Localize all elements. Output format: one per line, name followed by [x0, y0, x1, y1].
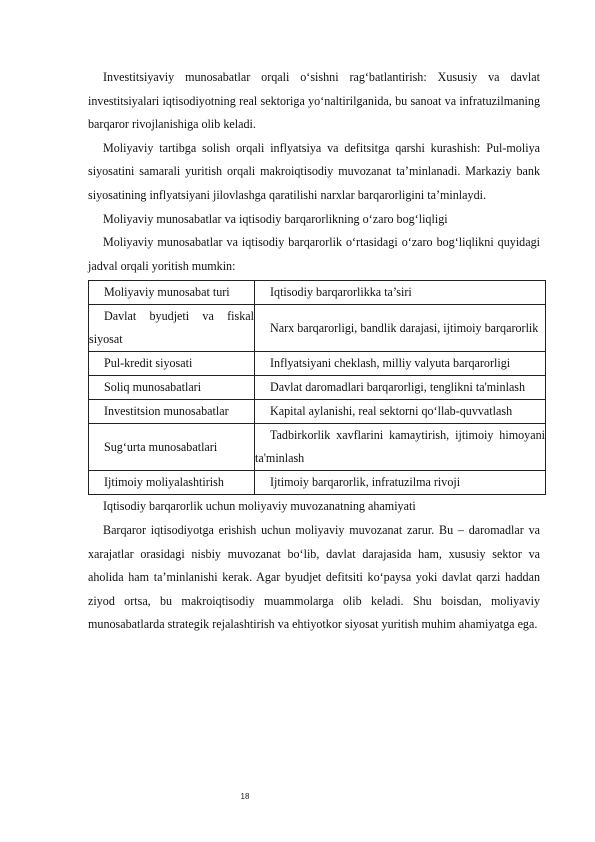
- table-cell: Soliq munosabatlari: [89, 376, 255, 400]
- table-header-cell: Iqtisodiy barqarorlikka ta’siri: [255, 281, 546, 305]
- table-cell: Pul-kredit siyosati: [89, 352, 255, 376]
- table-cell: Davlat byudjeti va fiskal siyosat: [89, 305, 255, 352]
- table-row: [89, 471, 546, 495]
- table-row: [89, 352, 546, 376]
- table-row: [89, 400, 546, 424]
- section-heading-balance: Iqtisodiy barqarorlik uchun moliyaviy muvozanatning ahamiyati: [103, 499, 416, 514]
- document-page: [88, 66, 545, 637]
- table-cell: Tadbirkorlik xavflarini kamaytirish, ijtimoiy himoyani ta'minlash: [255, 424, 546, 471]
- table-cell: Davlat daromadlari barqarorligi, tenglikni ta'minlash: [255, 376, 546, 400]
- table-cell: Kapital aylanishi, real sektorni qo‘llab-quvvatlash: [255, 400, 546, 424]
- page-number: 18: [240, 792, 250, 801]
- paragraph-regulation: Moliyaviy tartibga solish orqali inflyatsiya va defitsitga qarshi kurashish: Pul-moliya siyosatini samarali yuritish orqali makroiqtisodiy muvozanat ta’minlanadi. Markaziy bank siyosatining inflyatsiyani jilovlashga qaratilishi narxlar barqarorligini ta’minlaydi.: [88, 140, 540, 202]
- relations-table: [88, 280, 546, 495]
- table-cell: Sug‘urta munosabatlari: [89, 424, 255, 471]
- table-row: [89, 305, 546, 352]
- section-heading-relationship: Moliyaviy munosabatlar va iqtisodiy barqarorlikning o‘zaro bog‘liqligi: [103, 211, 448, 226]
- table-cell: Investitsion munosabatlar: [89, 400, 255, 424]
- table-cell: Inflyatsiyani cheklash, milliy valyuta barqarorligi: [255, 352, 546, 376]
- table-row: [89, 424, 546, 471]
- paragraph-investment: Investitsiyaviy munosabatlar orqali o‘sishni rag‘batlantirish: Xususiy va davlat investitsiyalari iqtisodiyotning real sektoriga yo‘naltirilganida, bu sanoat va infratuzilmaning barqaror rivojlanishiga olib keladi.: [88, 70, 540, 132]
- table-header-row: [89, 281, 546, 305]
- table-cell: Ijtimoiy barqarorlik, infratuzilma rivoji: [255, 471, 546, 495]
- paragraph-balance: Barqaror iqtisodiyotga erishish uchun moliyaviy muvozanat zarur. Bu – daromadlar va xarajatlar orasidagi nisbiy muvozanat bo‘lib, davlat darajasida ham, xususiy sektor va aholida ham ta’minlanishi kerak. Agar byudjet defitsiti ko‘paysa yoki davlat qarzi haddan ziyod ortsa, bu makroiqtisodiy muammolarga olib keladi. Shu boisdan, moliyaviy munosabatlarda strategik rejalashtirish va ehtiyotkor siyosat yuritish muhim ahamiyatga ega.: [88, 522, 540, 632]
- table-header-cell: Moliyaviy munosabat turi: [89, 281, 255, 305]
- table-row: [89, 376, 546, 400]
- paragraph-table-intro: Moliyaviy munosabatlar va iqtisodiy barqarorlik o‘rtasidagi o‘zaro bog‘liqlikni quyidagi jadval orqali yoritish mumkin:: [88, 235, 540, 273]
- table-cell: Narx barqarorligi, bandlik darajasi, ijtimoiy barqarorlik: [255, 305, 546, 352]
- table-cell: Ijtimoiy moliyalashtirish: [89, 471, 255, 495]
